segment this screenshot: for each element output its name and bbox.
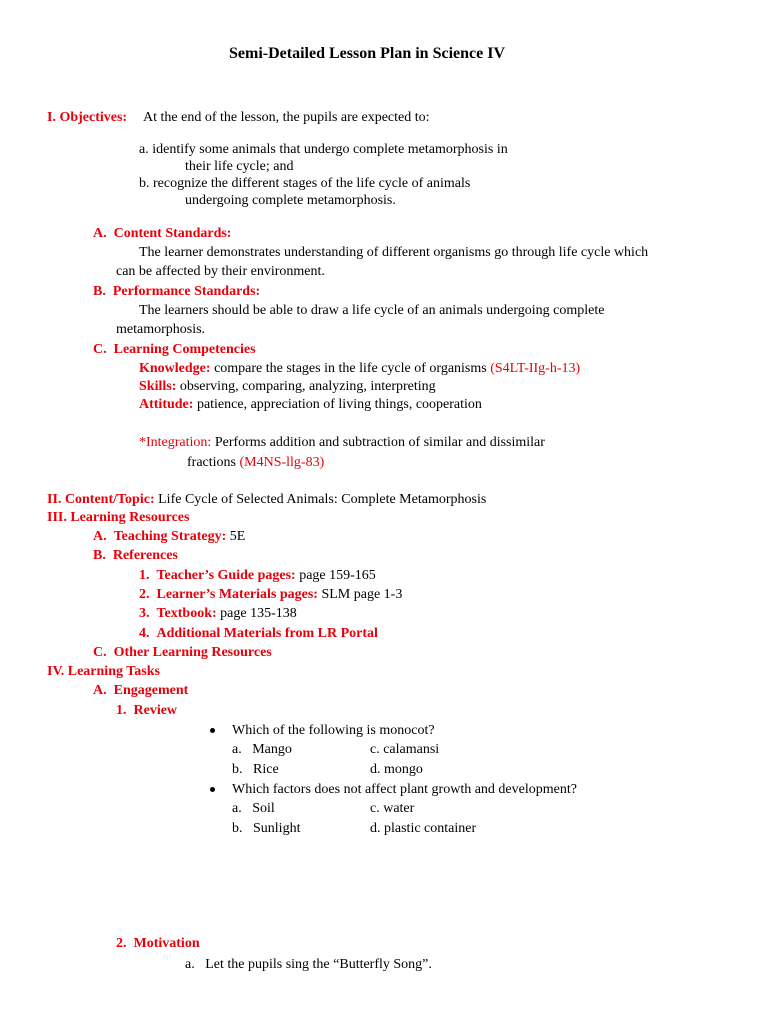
- review-heading: 1. Review: [116, 703, 178, 718]
- attitude-line: [139, 396, 482, 414]
- objective-b-line2: undergoing complete metamorphosis.: [185, 193, 396, 208]
- objectives-heading: I. Objectives:: [47, 110, 128, 125]
- question-2-option-c: c. water: [370, 801, 415, 816]
- teachers-guide-line: [139, 567, 376, 585]
- attitude-text: patience, appreciation of living things, cooperation: [196, 397, 482, 412]
- integration-label: *Integration:: [139, 435, 212, 450]
- attitude-label: Attitude:: [139, 397, 194, 412]
- learners-materials-line: [139, 586, 402, 604]
- textbook-label: 3. Textbook:: [139, 606, 217, 621]
- content-standards-heading: A. Content Standards:: [93, 226, 232, 241]
- knowledge-code: (S4LT-IIg-h-13): [490, 361, 581, 376]
- motivation-heading: 2. Motivation: [116, 936, 200, 951]
- strategy-value: 5E: [229, 529, 246, 544]
- question-1: Which of the following is monocot?: [232, 723, 435, 738]
- performance-standards-heading: B. Performance Standards:: [93, 284, 261, 299]
- question-1-option-d: d. mongo: [370, 762, 423, 777]
- objective-a-line2: their life cycle; and: [185, 159, 294, 174]
- document-title: Semi-Detailed Lesson Plan in Science IV: [229, 45, 505, 62]
- learners-materials-label: 2. Learner’s Materials pages:: [139, 587, 318, 602]
- objective-b-line1: b. recognize the different stages of the life cycle of animals: [139, 176, 471, 191]
- question-2-option-b: b. Sunlight: [232, 821, 301, 836]
- skills-label: Skills:: [139, 379, 177, 394]
- textbook-value: page 135-138: [220, 606, 297, 621]
- integration-line2: [187, 454, 324, 472]
- knowledge-text: compare the stages in the life cycle of organisms: [214, 361, 487, 376]
- question-2-option-a: a. Soil: [232, 801, 275, 816]
- integration-code: (M4NS-llg-83): [239, 455, 325, 470]
- teachers-guide-label: 1. Teacher’s Guide pages:: [139, 568, 296, 583]
- objective-a-line1: a. identify some animals that undergo complete metamorphosis in: [139, 142, 508, 157]
- additional-materials: 4. Additional Materials from LR Portal: [139, 626, 378, 641]
- motivation-item-a: a. Let the pupils sing the “Butterfly Song”.: [185, 957, 432, 972]
- integration-text-2: fractions: [187, 455, 236, 470]
- integration-line1: [139, 434, 545, 452]
- strategy-label: A. Teaching Strategy:: [93, 529, 227, 544]
- skills-line: [139, 378, 436, 396]
- other-resources-heading: C. Other Learning Resources: [93, 645, 272, 660]
- content-topic-text: Life Cycle of Selected Animals: Complete Metamorphosis: [158, 492, 487, 507]
- learners-materials-value: SLM page 1-3: [321, 587, 403, 602]
- tasks-heading: IV. Learning Tasks: [47, 664, 160, 679]
- teachers-guide-value: page 159-165: [299, 568, 376, 583]
- question-1-option-c: c. calamansi: [370, 742, 440, 757]
- question-2-option-d: d. plastic container: [370, 821, 477, 836]
- bullet-icon: [210, 787, 215, 792]
- content-topic-heading: II. Content/Topic:: [47, 492, 155, 507]
- integration-text: Performs addition and subtraction of similar and dissimilar: [214, 435, 545, 450]
- question-1-option-a: a. Mango: [232, 742, 292, 757]
- competencies-heading: C. Learning Competencies: [93, 342, 256, 357]
- knowledge-line: [139, 360, 580, 378]
- content-topic-line: [47, 491, 486, 509]
- question-2: Which factors does not affect plant growth and development?: [232, 782, 577, 797]
- performance-standards-line1: The learners should be able to draw a life cycle of an animals undergoing complete: [139, 303, 605, 318]
- content-standards-line1: The learner demonstrates understanding of different organisms go through life cycle which: [139, 245, 649, 260]
- engagement-heading: A. Engagement: [93, 683, 189, 698]
- question-1-option-b: b. Rice: [232, 762, 279, 777]
- performance-standards-line2: metamorphosis.: [116, 322, 206, 337]
- references-heading: B. References: [93, 548, 178, 563]
- knowledge-label: Knowledge:: [139, 361, 211, 376]
- objectives-intro: At the end of the lesson, the pupils are expected to:: [143, 110, 430, 125]
- content-standards-line2: can be affected by their environment.: [116, 264, 325, 279]
- skills-text: observing, comparing, analyzing, interpreting: [179, 379, 436, 394]
- textbook-line: [139, 605, 297, 623]
- strategy-line: [93, 528, 245, 546]
- resources-heading: III. Learning Resources: [47, 510, 190, 525]
- bullet-icon: [210, 728, 215, 733]
